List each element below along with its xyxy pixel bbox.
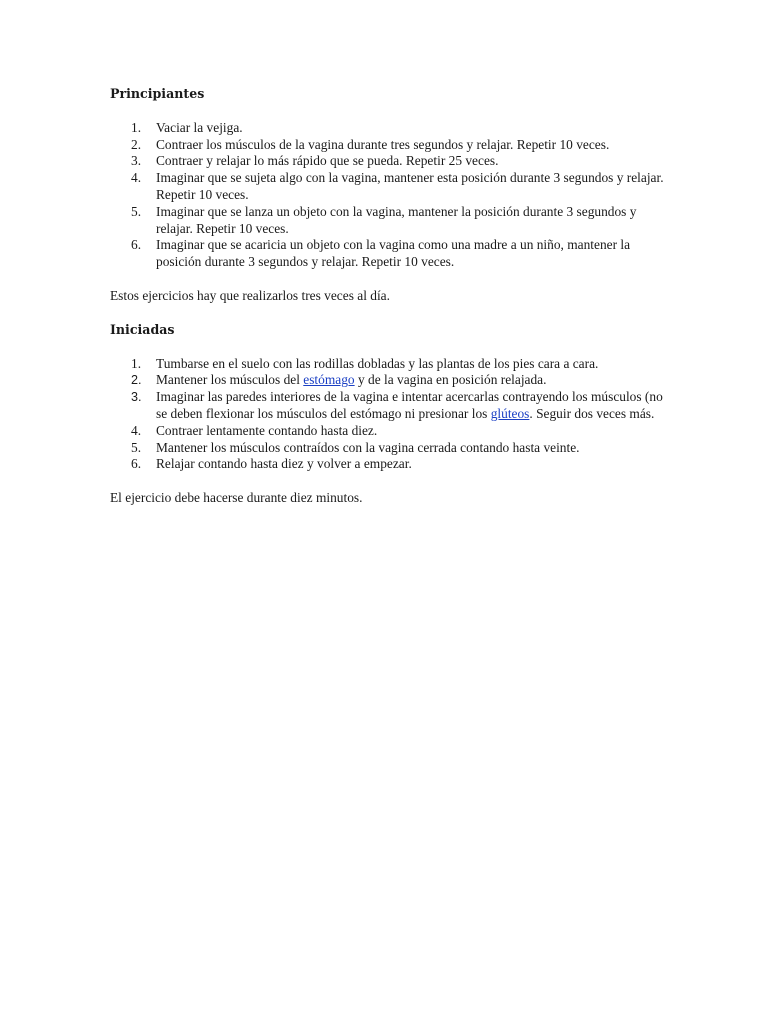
list-item-text: Contraer los músculos de la vagina durante tres segundos y relajar. Repetir 10 veces. [156,136,610,152]
list-number: 6. [131,237,142,253]
list-item [110,237,670,271]
list-number: 2. [131,136,142,152]
gluteos-link[interactable]: glúteos [490,405,530,421]
note-principiantes: Estos ejercicios hay que realizarlos tres veces al día. [110,287,390,303]
list-item-text: Vaciar la vejiga. [156,119,243,135]
list-item-text-pre: Imaginar las paredes interiores de la vagina e intentar acercarlas contrayendo los músculos (no se deben flexionar los músculos del estómago ni presionar los [156,389,663,421]
list-item-text: Relajar contando hasta diez y volver a empezar. [156,456,412,472]
list-number: 6. [131,456,142,472]
list-number: 3. [131,390,142,405]
list-item [110,389,670,423]
list-item-text-pre: Mantener los músculos del [156,372,304,388]
list-item [110,170,670,204]
list-item [110,137,670,154]
list-item [110,423,670,440]
list-item [110,456,670,473]
list-item [110,440,670,457]
list-item [110,120,670,137]
list-item [110,204,670,238]
list-item-text: Tumbarse en el suelo con las rodillas dobladas y las plantas de los pies cara a cara. [156,355,599,371]
list-iniciadas [110,356,670,474]
list-item-text: Imaginar que se sujeta algo con la vagina, mantener esta posición durante 3 segundos y relajar. Repetir 10 veces. [156,170,664,202]
list-item-text: Contraer y relajar lo más rápido que se pueda. Repetir 25 veces. [156,153,499,169]
list-number: 1. [131,119,142,135]
list-number: 1. [131,355,142,371]
list-number: 4. [131,422,142,438]
list-number: 5. [131,439,142,455]
list-number: 5. [131,203,142,219]
list-item-text-post: y de la vagina en posición relajada. [354,372,547,388]
list-item-text-post: . Seguir dos veces más. [529,405,655,421]
list-item-text: Imaginar que se lanza un objeto con la vagina, mantener la posición durante 3 segundos y relajar. Repetir 10 veces. [156,203,637,236]
list-item [110,356,670,373]
section-heading-iniciadas: Iniciadas [110,321,175,337]
list-number: 2. [131,373,142,388]
section-heading-principiantes: Principiantes [110,86,205,101]
list-item-text: Mantener los músculos contraídos con la vagina cerrada contando hasta veinte. [156,439,580,455]
list-principiantes [110,120,670,271]
estomago-link[interactable]: estómago [303,372,355,388]
list-item-text: Imaginar que se acaricia un objeto con la vagina como una madre a un niño, mantener la posición durante 3 segundos y relajar. Repetir 10 veces. [156,237,631,270]
list-number: 3. [131,153,142,169]
note-iniciadas: El ejercicio debe hacerse durante diez minutos. [110,490,363,506]
list-number: 4. [131,170,142,186]
list-item [110,372,670,389]
list-item [110,153,670,170]
document-body [110,86,670,524]
list-item-text: Contraer lentamente contando hasta diez. [156,422,378,438]
